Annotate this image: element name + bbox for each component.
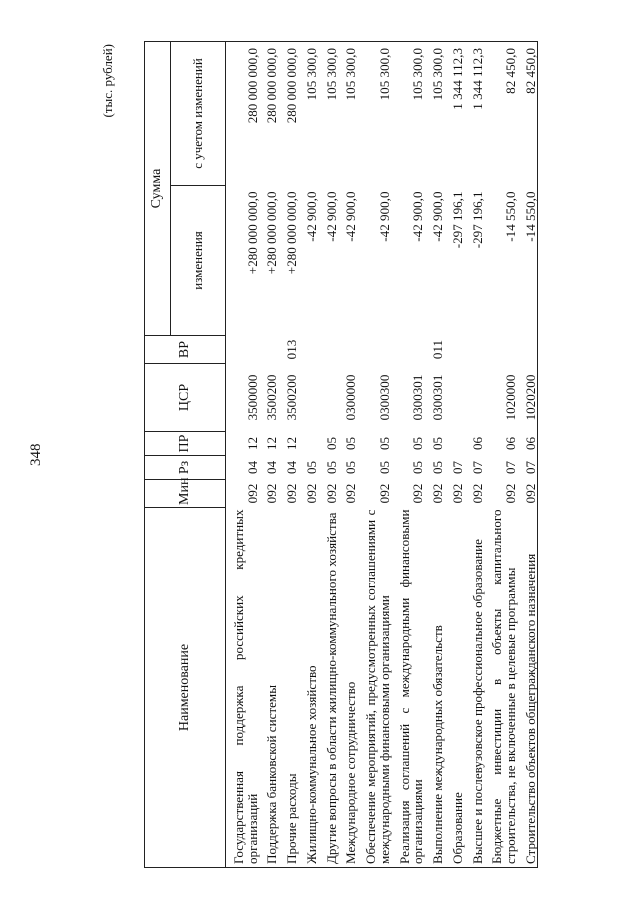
row-change: -42 900,0 <box>410 191 426 242</box>
row-min: 092 <box>284 483 300 504</box>
table-body <box>226 42 538 868</box>
row-pr: 05 <box>323 436 339 451</box>
row-rz: 05 <box>323 460 339 475</box>
row-change: +280 000 000,0 <box>284 191 300 275</box>
table-row <box>259 42 279 868</box>
row-csr: 0300301 <box>410 374 426 421</box>
header-name: Наименование <box>145 508 226 868</box>
table-row <box>299 42 319 868</box>
row-with-changes: 1 344 112,3 <box>465 42 485 186</box>
row-rz: 04 <box>264 460 280 475</box>
row-pr: 06 <box>469 436 485 451</box>
page-number: 348 <box>28 443 44 466</box>
row-csr: 3500200 <box>284 374 300 421</box>
row-change: +280 000 000,0 <box>264 191 280 275</box>
table-row <box>319 42 339 868</box>
row-name: Международное сотрудничество <box>338 508 358 868</box>
row-csr: 0300300 <box>376 374 392 421</box>
row-pr: 12 <box>264 436 280 451</box>
row-with-changes: 105 300,0 <box>299 42 319 186</box>
row-pr: 05 <box>410 436 426 451</box>
row-min: 092 <box>503 483 519 504</box>
row-rz: 07 <box>469 460 485 475</box>
table-wrap <box>144 42 588 868</box>
row-min: 092 <box>518 480 538 508</box>
row-change: -42 900,0 <box>343 191 359 242</box>
row-csr <box>299 364 319 432</box>
row-name: Другие вопросы в области жилищно-коммунального хозяйства <box>319 508 339 868</box>
row-min: 092 <box>244 483 260 504</box>
row-pr: 05 <box>343 436 359 451</box>
row-change: -297 196,1 <box>449 191 465 249</box>
row-with-changes: 105 300,0 <box>338 42 358 186</box>
row-csr: 1020000 <box>503 374 519 421</box>
row-csr: 0300000 <box>343 374 359 421</box>
row-min: 092 <box>469 483 485 504</box>
row-rz: 05 <box>410 460 426 475</box>
row-rz: 04 <box>284 460 300 475</box>
row-rz: 04 <box>244 460 260 475</box>
row-pr: 06 <box>518 432 538 456</box>
row-min: 092 <box>264 483 280 504</box>
table-row <box>279 42 299 868</box>
row-csr: 1020200 <box>518 364 538 432</box>
row-change: -297 196,1 <box>469 191 485 249</box>
header-sum: Сумма <box>145 42 171 336</box>
row-vr <box>319 336 339 364</box>
row-change: -14 550,0 <box>518 186 538 336</box>
row-vr <box>299 336 319 364</box>
row-vr: 011 <box>430 339 446 360</box>
header-change: изменения <box>171 186 226 336</box>
header-csr: ЦСР <box>145 364 226 432</box>
row-rz: 07 <box>503 460 519 475</box>
row-min: 092 <box>343 483 359 504</box>
budget-table <box>144 41 538 868</box>
row-rz: 05 <box>430 460 446 475</box>
row-name: Прочие расходы <box>279 508 299 868</box>
row-rz: 07 <box>518 456 538 480</box>
row-pr: 05 <box>376 436 392 451</box>
row-name: Выполнение международных обязательств <box>425 508 445 868</box>
row-csr: 3500200 <box>264 374 280 421</box>
row-pr: 05 <box>430 436 446 451</box>
row-csr <box>319 364 339 432</box>
header-pr: ПР <box>145 432 226 456</box>
row-change: +280 000 000,0 <box>244 191 260 275</box>
row-vr <box>445 336 465 364</box>
row-name: Жилищно-коммунальное хозяйство <box>299 508 319 868</box>
row-change: -42 900,0 <box>376 191 392 242</box>
row-min: 092 <box>449 483 465 504</box>
row-with-changes: 280 000 000,0 <box>226 42 260 186</box>
row-pr: 12 <box>284 436 300 451</box>
row-vr <box>338 336 358 364</box>
row-change: -42 900,0 <box>323 191 339 242</box>
row-rz: 07 <box>449 460 465 475</box>
row-min: 092 <box>303 483 319 504</box>
row-with-changes: 105 300,0 <box>319 42 339 186</box>
row-rz: 05 <box>376 460 392 475</box>
table-row <box>445 42 465 868</box>
row-with-changes: 280 000 000,0 <box>279 42 299 186</box>
row-min: 092 <box>410 483 426 504</box>
row-with-changes: 280 000 000,0 <box>259 42 279 186</box>
row-vr <box>226 336 260 364</box>
row-rz: 05 <box>303 460 319 475</box>
row-change: -14 550,0 <box>503 191 519 242</box>
row-change: -42 900,0 <box>430 191 446 242</box>
row-name: Образование <box>445 508 465 868</box>
row-with-changes: 1 344 112,3 <box>445 42 465 186</box>
row-with-changes: 82 450,0 <box>518 42 538 186</box>
header-vr: ВР <box>145 336 226 364</box>
table-header <box>145 42 226 868</box>
table-row <box>518 42 538 868</box>
table-row <box>338 42 358 868</box>
row-name: Государственная поддержка российских кредитных организаций <box>226 508 260 868</box>
row-with-changes: 105 300,0 <box>358 42 391 186</box>
row-min: 092 <box>323 483 339 504</box>
row-vr <box>358 336 391 364</box>
row-with-changes: 105 300,0 <box>425 42 445 186</box>
row-csr <box>445 364 465 432</box>
row-min: 092 <box>376 483 392 504</box>
header-rz: Рз <box>145 456 226 480</box>
row-name: Высшее и послевузовское профессиональное образование <box>465 508 485 868</box>
row-name: Обеспечение мероприятий, предусмотренных соглашениями с международными финансовыми организациями <box>358 508 391 868</box>
row-name: Реализация соглашений с международными финансовыми организациями <box>392 508 425 868</box>
row-name: Бюджетные инвестиции в объекты капитального строительства, не включенные в целевые программы <box>484 508 517 868</box>
table-row <box>484 42 517 868</box>
row-vr <box>518 336 538 364</box>
row-pr <box>445 432 465 456</box>
table-row <box>226 42 260 868</box>
row-with-changes: 105 300,0 <box>392 42 425 186</box>
row-csr: 3500000 <box>244 374 260 421</box>
header-with-changes: с учетом изменений <box>171 42 226 186</box>
row-csr <box>465 364 485 432</box>
row-with-changes: 82 450,0 <box>484 42 517 186</box>
row-vr <box>259 336 279 364</box>
row-pr: 12 <box>244 436 260 451</box>
row-vr <box>484 336 517 364</box>
table-row <box>425 42 445 868</box>
table-row <box>358 42 391 868</box>
row-vr <box>465 336 485 364</box>
row-change: -42 900,0 <box>303 191 319 242</box>
units-label: (тыс. рублей) <box>100 44 115 118</box>
rotated-document <box>100 42 590 868</box>
row-name: Поддержка банковской системы <box>259 508 279 868</box>
row-vr <box>392 336 425 364</box>
row-vr: 013 <box>284 339 300 360</box>
row-csr: 0300301 <box>430 374 446 421</box>
row-rz: 05 <box>343 460 359 475</box>
row-pr: 06 <box>503 436 519 451</box>
row-pr <box>299 432 319 456</box>
header-min: Мин <box>145 480 226 508</box>
row-min: 092 <box>430 483 446 504</box>
table-row <box>465 42 485 868</box>
row-name: Строительство объектов общегражданского назначения <box>518 508 538 868</box>
table-row <box>392 42 425 868</box>
